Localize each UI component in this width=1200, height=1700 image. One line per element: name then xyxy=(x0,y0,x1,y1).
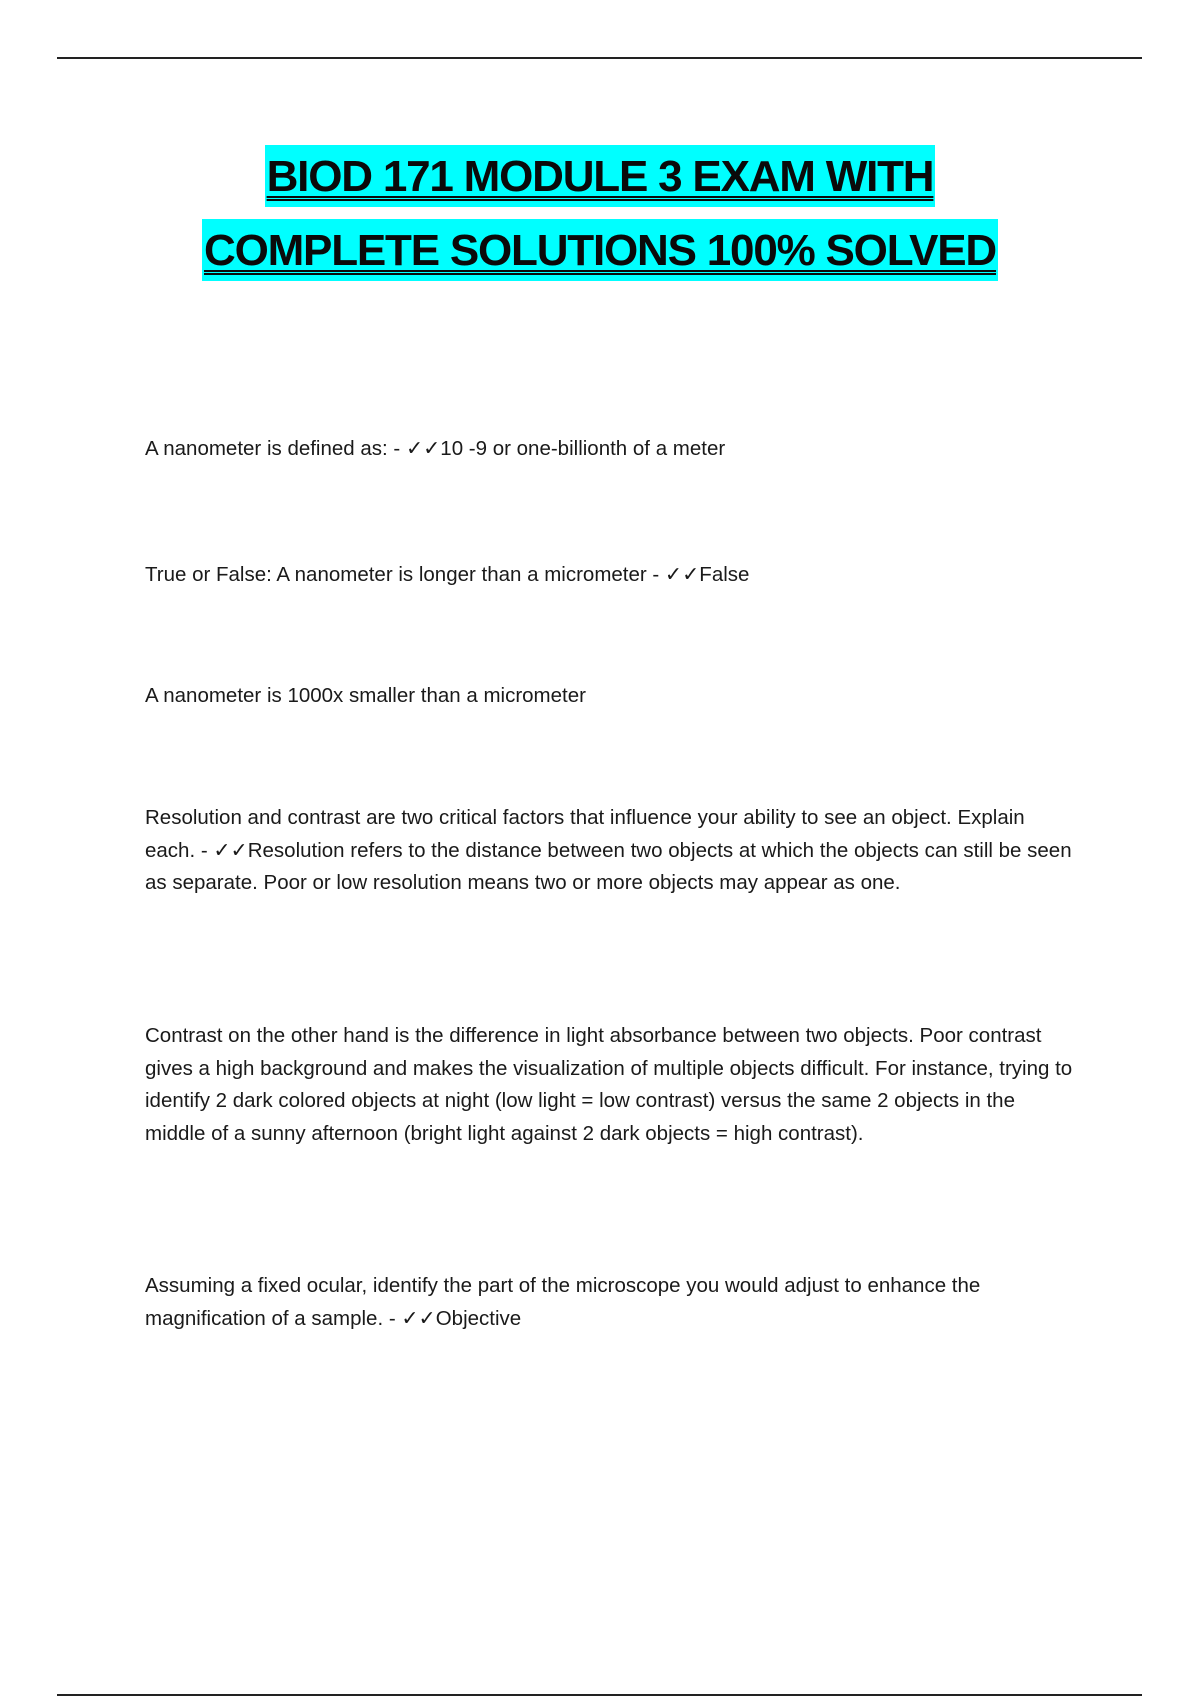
title-line-1: BIOD 171 MODULE 3 EXAM WITH xyxy=(265,145,936,207)
question-nanometer-vs-micrometer: True or False: A nanometer is longer than a micrometer - ✓✓False xyxy=(145,563,750,586)
statement-nanometer-size: A nanometer is 1000x smaller than a micrometer xyxy=(145,684,586,707)
question-nanometer-definition: A nanometer is defined as: - ✓✓10 -9 or one-billionth of a meter xyxy=(145,437,726,460)
question-resolution-contrast: Resolution and contrast are two critical factors that influence your ability to see an object. Explain each. - ✓✓Resolution refers to the distance between two objects at which the objects can still be seen as separate. Poor or low resolution means two or more objects may appear as one. xyxy=(145,806,1072,894)
title-line-2: COMPLETE SOLUTIONS 100% SOLVED xyxy=(202,219,998,281)
question-microscope-magnification: Assuming a fixed ocular, identify the part of the microscope you would adjust to enhance the magnification of a sample. - ✓✓Objective xyxy=(145,1274,981,1330)
top-divider xyxy=(57,57,1142,59)
paragraph-contrast-explanation: Contrast on the other hand is the difference in light absorbance between two objects. Poor contrast gives a high background and makes the visualization of multiple objects difficult. For instance, trying to identify 2 dark colored objects at night (low light = low contrast) versus the same 2 objects in the middle of a sunny afternoon (bright light against 2 dark objects = high contrast). xyxy=(145,1024,1073,1145)
document-title xyxy=(0,145,1200,293)
bottom-divider xyxy=(57,1694,1142,1696)
